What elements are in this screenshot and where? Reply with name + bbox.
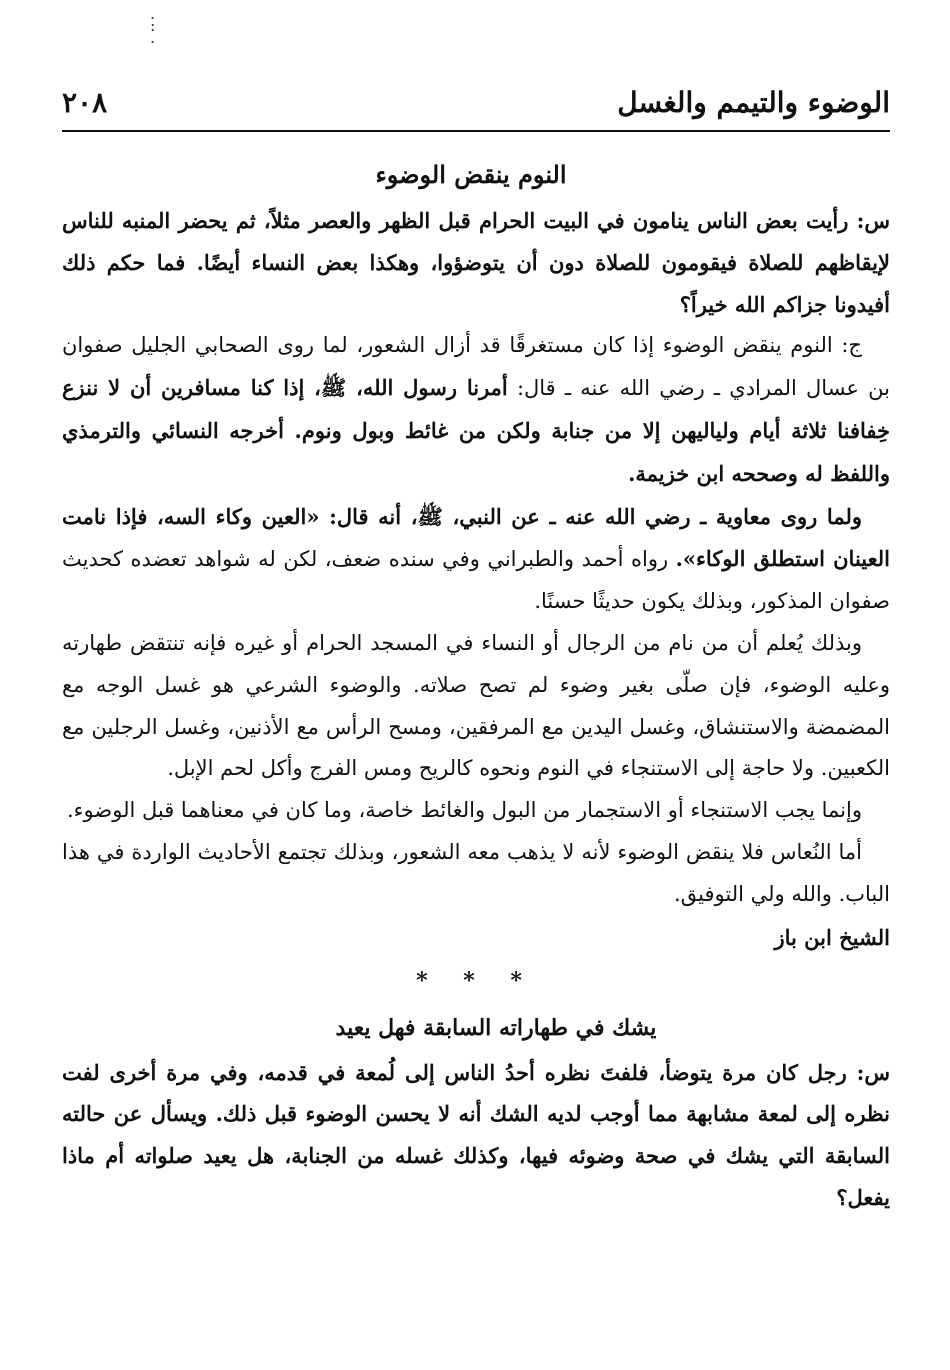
drowsiness-paragraph: أما النُعاس فلا ينقض الوضوء لأنه لا يذهب معه الشعور، وبذلك تجتمع الأحاديث الواردة في هذا الباب. والله ولي التوفيق. [62,839,890,906]
muawiya-hadith-paragraph [62,496,890,623]
section-separator: * * * [416,967,536,994]
hadith-safwan: أمرنا رسول الله، ﷺ، إذا كنا مسافرين أن لا ننزع خِفافنا ثلاثة أيام ولياليهن إلا من جنابة ولكن من غائط وبول ونوم. أخرجه النسائي والترمذي واللفظ له وصححه ابن خزيمة. [62,375,890,486]
question-paragraph: س: رأيت بعض الناس ينامون في البيت الحرام قبل الظهر والعصر مثلاً، ثم يحضر المنبه للناس لإيقاظهم للصلاة فيقومون للصلاة دون أن يتوضؤوا، وهكذا بعض النساء أيضًا. فما حكم ذلك أفيدونا جزاكم الله خيراً؟ [62,208,890,317]
running-header-title: الوضوء والتيمم والغسل [617,86,890,119]
answer-paragraph [62,325,890,495]
page-body [62,150,890,1219]
running-header [62,86,890,126]
answer-intro: ج: النوم ينقض الوضوء إذا كان مستغرقًا قد أزال الشعور، لما روى الصحابي الجليل صفوان بن عسال المرادي ـ رضي الله عنه ـ قال: [62,333,890,401]
scan-specks: . : . [150,4,156,47]
istinja-paragraph: وإنما يجب الاستنجاء أو الاستجمار من البول والغائط خاصة، وما كان في معناهما قبل الوضوء. [66,798,862,823]
signature: الشيخ ابن باز [774,924,890,950]
hadith-muawiya: ولما روى معاوية ـ رضي الله عنه ـ عن النبي، ﷺ، أنه قال: «العين وكاء السه، فإذا نامت العينان استطلق الوكاء». [62,503,890,572]
ruling-paragraph: وبذلك يُعلم أن من نام من الرجال أو النساء في المسجد الحرام أو غيره فإنه تنتقض طهارته وعليه الوضوء، فإن صلّى بغير وضوء لم تصح صلاته. والوضوء الشرعي هو غسل الوجه مع المضمضة والاستنشاق، وغسل اليدين مع المرفقين، ومسح الرأس مع الأذنين، وغسل الرجلين مع الكعبين. ولا حاجة إلى الاستنجاء في النوم ونحوه كالريح ومس الفرج وأكل لحم الإبل. [62,630,890,781]
question-paragraph-2: س: رجل كان مرة يتوضأ، فلفتَ نظره أحدُ الناس إلى لُمعة في قدمه، وفي مرة أخرى لفت نظره إلى لمعة مشابهة مما أوجب لديه الشك أنه لا يحسن الوضوء قبل ذلك. ويسأل عن حالته السابقة التي يشك في صحة وضوئه فيها، وكذلك غسله من الجنابة، هل يعيد صلواته أم ماذا يفعل؟ [62,1059,890,1210]
section-title-sleep-breaks-wudu: النوم ينقض الوضوء [375,160,567,189]
page-number: ٢٠٨ [62,86,108,119]
header-rule [62,130,890,132]
hadith-grading: رواه أحمد والطبراني وفي سنده ضعف، لكن له شواهد تعضده كحديث صفوان المذكور، وبذلك يكون حديثًا حسنًا. [62,547,890,614]
section-title-doubt-past-purifications: يشك في طهاراته السابقة فهل يعيد [335,1014,657,1041]
